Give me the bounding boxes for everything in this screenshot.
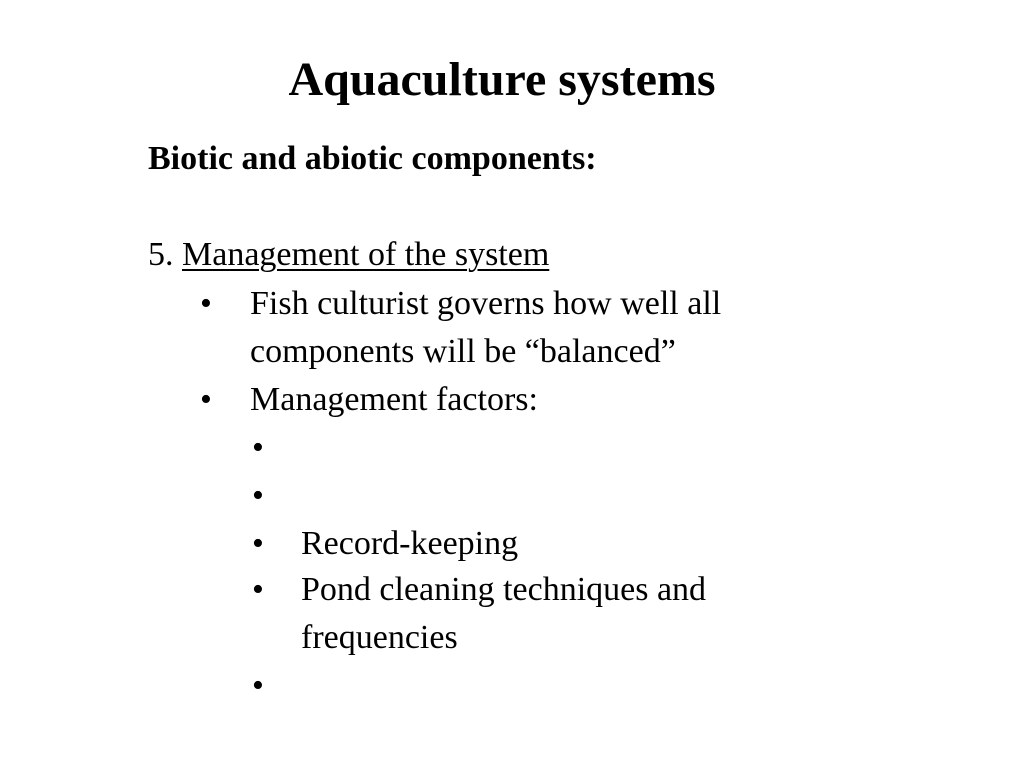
bullet-marker: • <box>252 571 264 608</box>
section-heading-text: Management of the system <box>182 236 550 273</box>
bullet-marker: • <box>200 381 212 418</box>
section-number: 5. <box>148 236 174 273</box>
slide-subtitle: Biotic and abiotic components: <box>148 140 597 177</box>
bullet-marker: • <box>252 525 264 562</box>
bullet-marker: • <box>252 667 264 704</box>
bullet-marker: • <box>252 477 264 514</box>
bullet-marker: • <box>252 429 264 466</box>
sub-bullet-text-line: Pond cleaning techniques and <box>301 571 707 608</box>
sub-bullet-text-line: frequencies <box>301 619 458 656</box>
bullet-text-line: Management factors: <box>250 381 538 418</box>
bullet-text-line: Fish culturist governs how well all <box>250 285 722 322</box>
bullet-marker: • <box>200 285 212 322</box>
section-heading <box>148 234 549 276</box>
slide-title: Aquaculture systems <box>288 53 716 106</box>
bullet-text-line: components will be “balanced” <box>250 333 676 370</box>
sub-bullet-text-line: Record-keeping <box>301 525 519 562</box>
